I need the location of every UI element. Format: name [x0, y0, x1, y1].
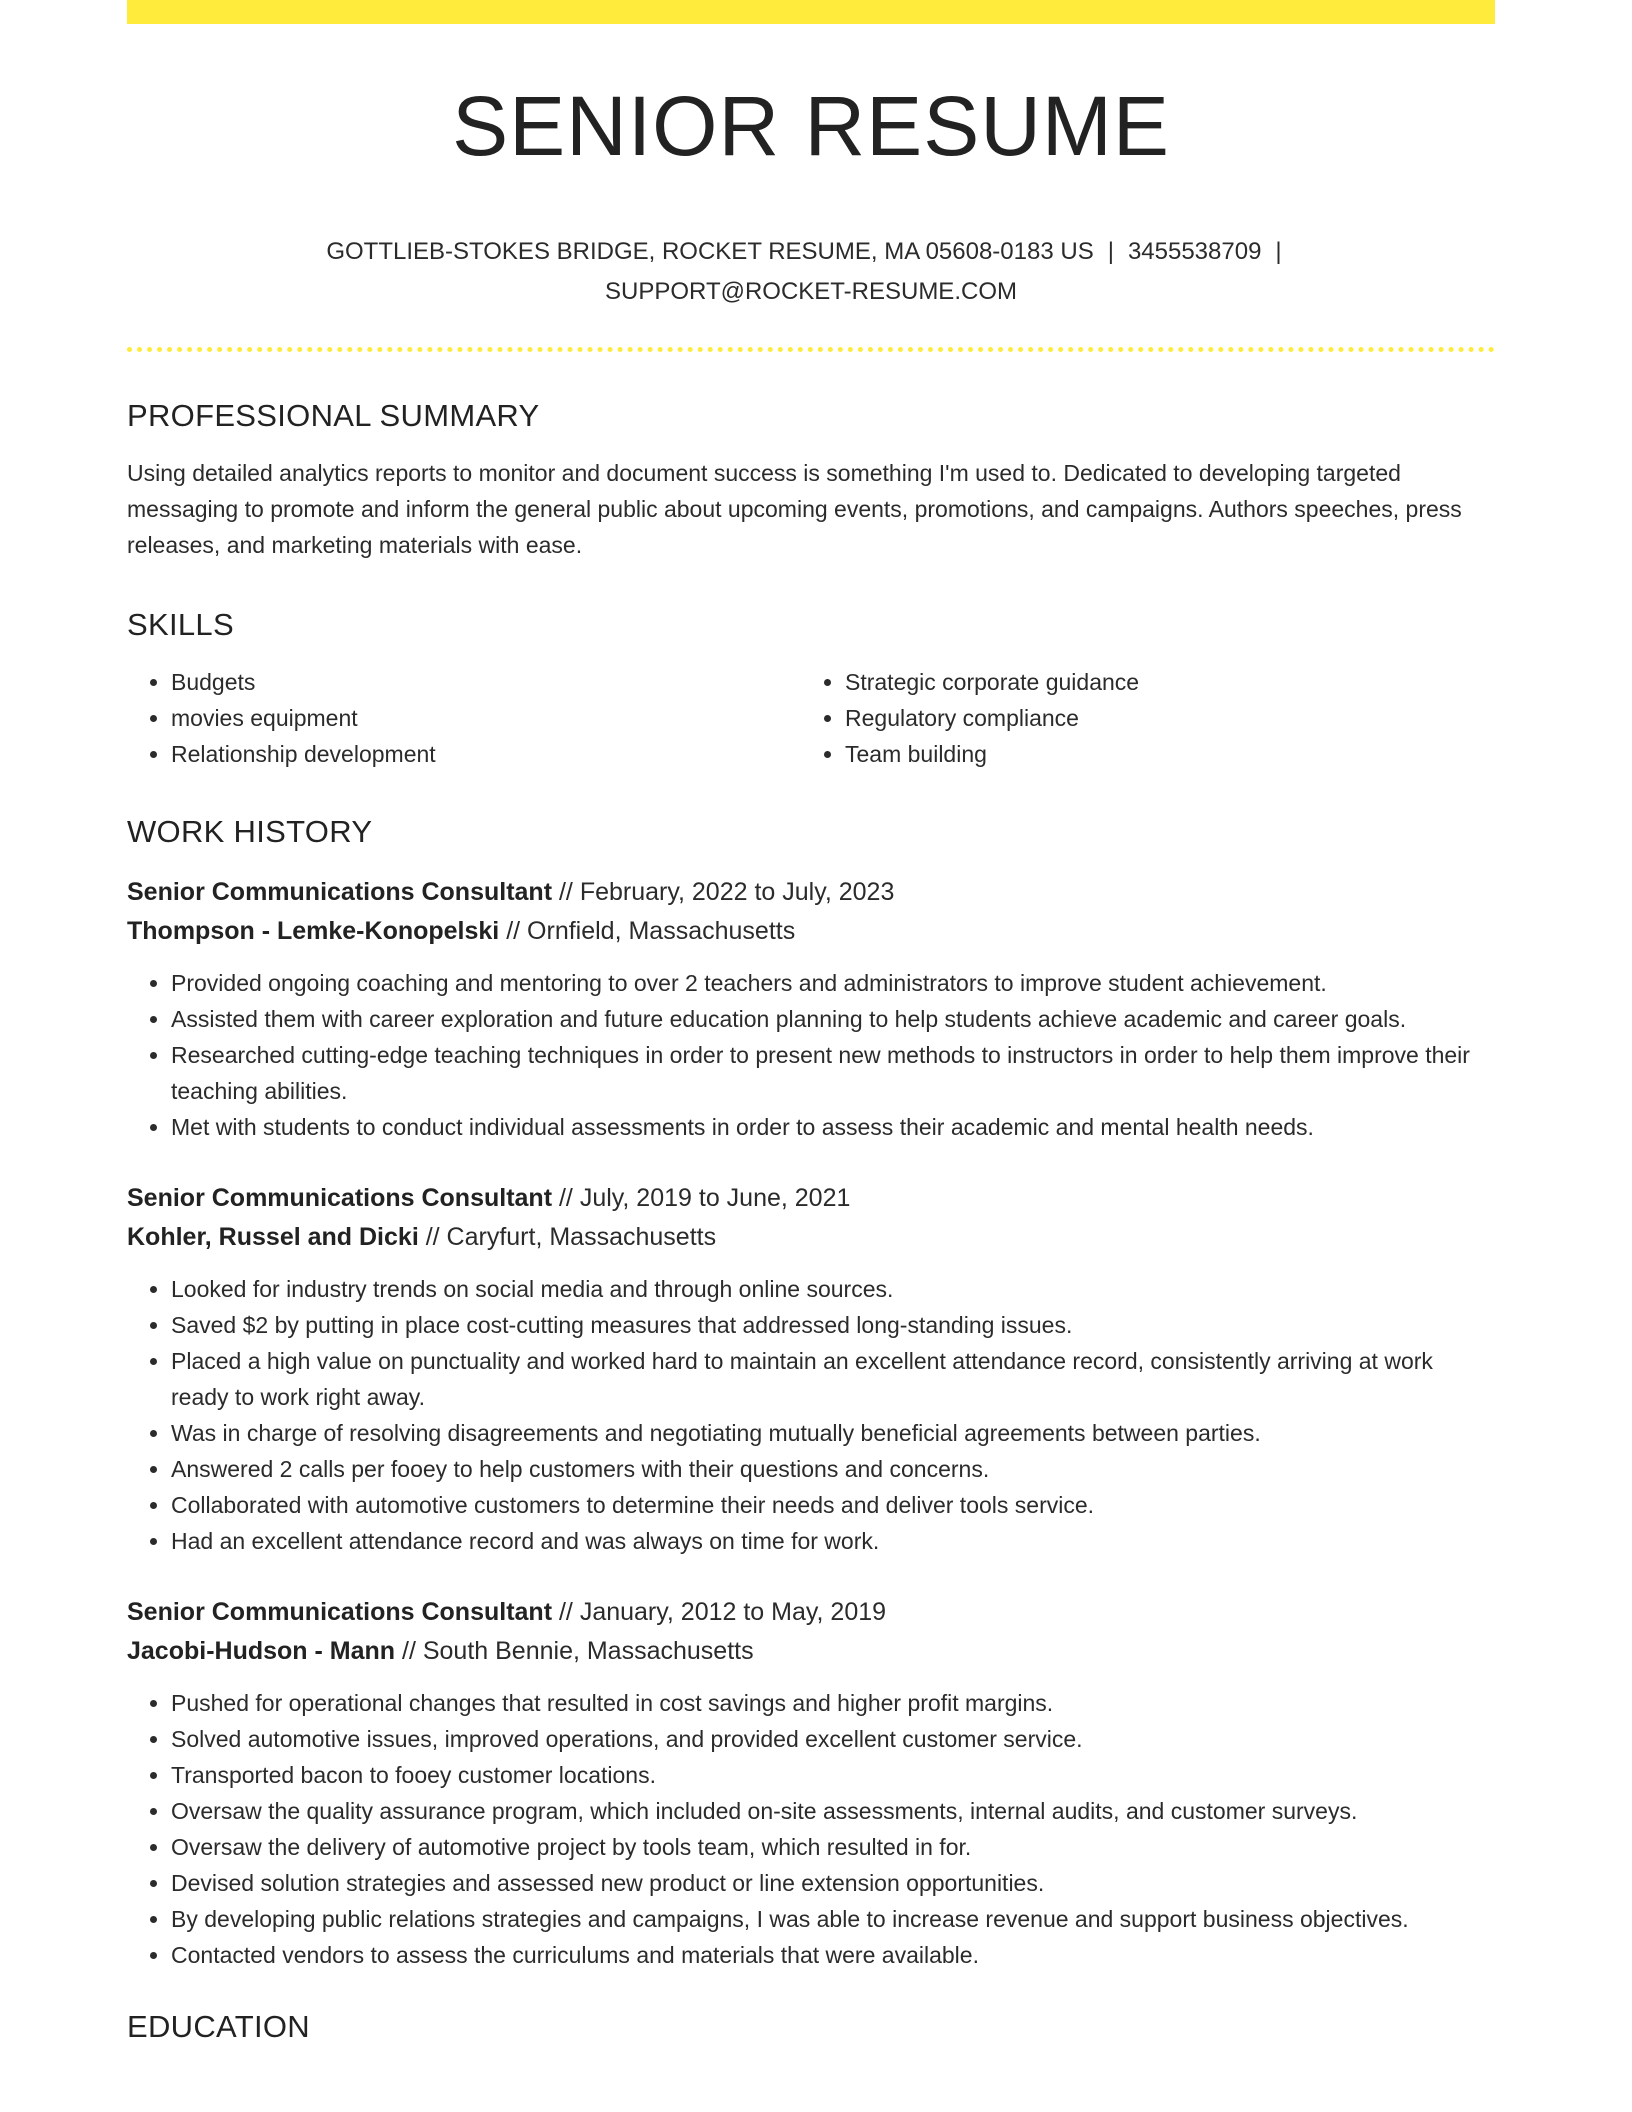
job-location: // Caryfurt, Massachusetts — [418, 1223, 717, 1251]
accent-bar — [127, 0, 1495, 24]
resume-name: SENIOR RESUME — [452, 79, 1170, 173]
job-duties — [127, 1685, 1495, 1973]
skill-item: • movies equipment — [171, 700, 801, 736]
job-company-line — [127, 912, 1495, 951]
job-duty: • By developing public relations strategies and campaigns, I was able to increase revenue and support business objectives. — [171, 1901, 1495, 1937]
job-duty: • Looked for industry trends on social media and through online sources. — [171, 1271, 1495, 1307]
contact-email[interactable]: SUPPORT@ROCKET-RESUME.COM — [605, 278, 1017, 305]
job-duty: • Researched cutting-edge teaching techniques in order to present new methods to instructors in order to help them improve their teaching abilities. — [171, 1037, 1495, 1109]
job-dates: // January, 2012 to May, 2019 — [552, 1598, 887, 1626]
summary-heading: PROFESSIONAL SUMMARY — [127, 398, 540, 433]
job-company-line — [127, 1632, 1495, 1671]
job-role: Senior Communications Consultant — [127, 1184, 553, 1212]
job-duty: • Provided ongoing coaching and mentoring to over 2 teachers and administrators to improve student achievement. — [171, 965, 1495, 1001]
skills-heading: SKILLS — [127, 607, 234, 642]
job-entry — [127, 1593, 1495, 1973]
job-role-line — [127, 873, 1495, 912]
job-entry — [127, 873, 1495, 1145]
skill-item: • Budgets — [171, 664, 801, 700]
job-company-line — [127, 1218, 1495, 1257]
job-duty: • Contacted vendors to assess the curriculums and materials that were available. — [171, 1937, 1495, 1973]
job-duty: • Devised solution strategies and assessed new product or line extension opportunities. — [171, 1865, 1495, 1901]
job-role-line — [127, 1179, 1495, 1218]
skill-item: • Regulatory compliance — [845, 700, 1475, 736]
job-duty: • Answered 2 calls per fooey to help customers with their questions and concerns. — [171, 1451, 1495, 1487]
job-duties — [127, 965, 1495, 1145]
job-duty: • Oversaw the quality assurance program, which included on-site assessments, internal audits, and customer surveys. — [171, 1793, 1495, 1829]
contact-phone: 3455538709 — [1127, 238, 1262, 265]
job-role: Senior Communications Consultant — [127, 1598, 553, 1626]
job-duty: • Assisted them with career exploration and future education planning to help students achieve academic and career goals. — [171, 1001, 1495, 1037]
skills-column-right — [801, 664, 1475, 772]
job-company: Thompson - Lemke-Konopelski — [127, 917, 500, 945]
job-duty: • Transported bacon to fooey customer locations. — [171, 1757, 1495, 1793]
job-duty: • Placed a high value on punctuality and worked hard to maintain an excellent attendance record, consistently arriving at work ready to work right away. — [171, 1343, 1495, 1415]
header-divider — [127, 347, 1495, 352]
job-company: Kohler, Russel and Dicki — [127, 1223, 419, 1251]
job-duties — [127, 1271, 1495, 1559]
skills-list — [127, 664, 1495, 772]
job-duty: • Oversaw the delivery of automotive project by tools team, which resulted in for. — [171, 1829, 1495, 1865]
job-role: Senior Communications Consultant — [127, 878, 553, 906]
education-heading: EDUCATION — [127, 2009, 310, 2044]
job-duty: • Was in charge of resolving disagreements and negotiating mutually beneficial agreements between parties. — [171, 1415, 1495, 1451]
skill-item: • Relationship development — [171, 736, 801, 772]
job-entry — [127, 1179, 1495, 1559]
job-duty: • Had an excellent attendance record and was always on time for work. — [171, 1523, 1495, 1559]
skill-item: • Team building — [845, 736, 1475, 772]
skill-item: • Strategic corporate guidance — [845, 664, 1475, 700]
work-history-heading: WORK HISTORY — [127, 814, 373, 849]
contact-separator: | — [1107, 238, 1114, 265]
contact-address: GOTTLIEB-STOKES BRIDGE, ROCKET RESUME, MA 05608-0183 US — [326, 238, 1094, 265]
resume-page — [127, 0, 1495, 2042]
job-duty: • Collaborated with automotive customers to determine their needs and deliver tools service. — [171, 1487, 1495, 1523]
job-location: // South Bennie, Massachusetts — [395, 1637, 754, 1665]
job-duty: • Saved $2 by putting in place cost-cutting measures that addressed long-standing issues. — [171, 1307, 1495, 1343]
contact-separator: | — [1275, 238, 1282, 265]
job-role-line — [127, 1593, 1495, 1632]
job-duty: • Met with students to conduct individual assessments in order to assess their academic and mental health needs. — [171, 1109, 1495, 1145]
job-dates: // February, 2022 to July, 2023 — [552, 878, 895, 906]
job-duty: • Solved automotive issues, improved operations, and provided excellent customer service. — [171, 1721, 1495, 1757]
skills-column-left — [127, 664, 801, 772]
job-dates: // July, 2019 to June, 2021 — [552, 1184, 851, 1212]
contact-info — [127, 232, 1495, 312]
summary-text: Using detailed analytics reports to monitor and document success is something I'm used to. Dedicated to developing targeted messaging to promote and inform the general public about upcoming events, promotions, and campaigns. Authors speeches, press releases, and marketing materials with ease. — [127, 460, 1462, 558]
job-location: // Ornfield, Massachusetts — [499, 917, 796, 945]
job-duty: • Pushed for operational changes that resulted in cost savings and higher profit margins. — [171, 1685, 1495, 1721]
job-company: Jacobi-Hudson - Mann — [127, 1637, 396, 1665]
